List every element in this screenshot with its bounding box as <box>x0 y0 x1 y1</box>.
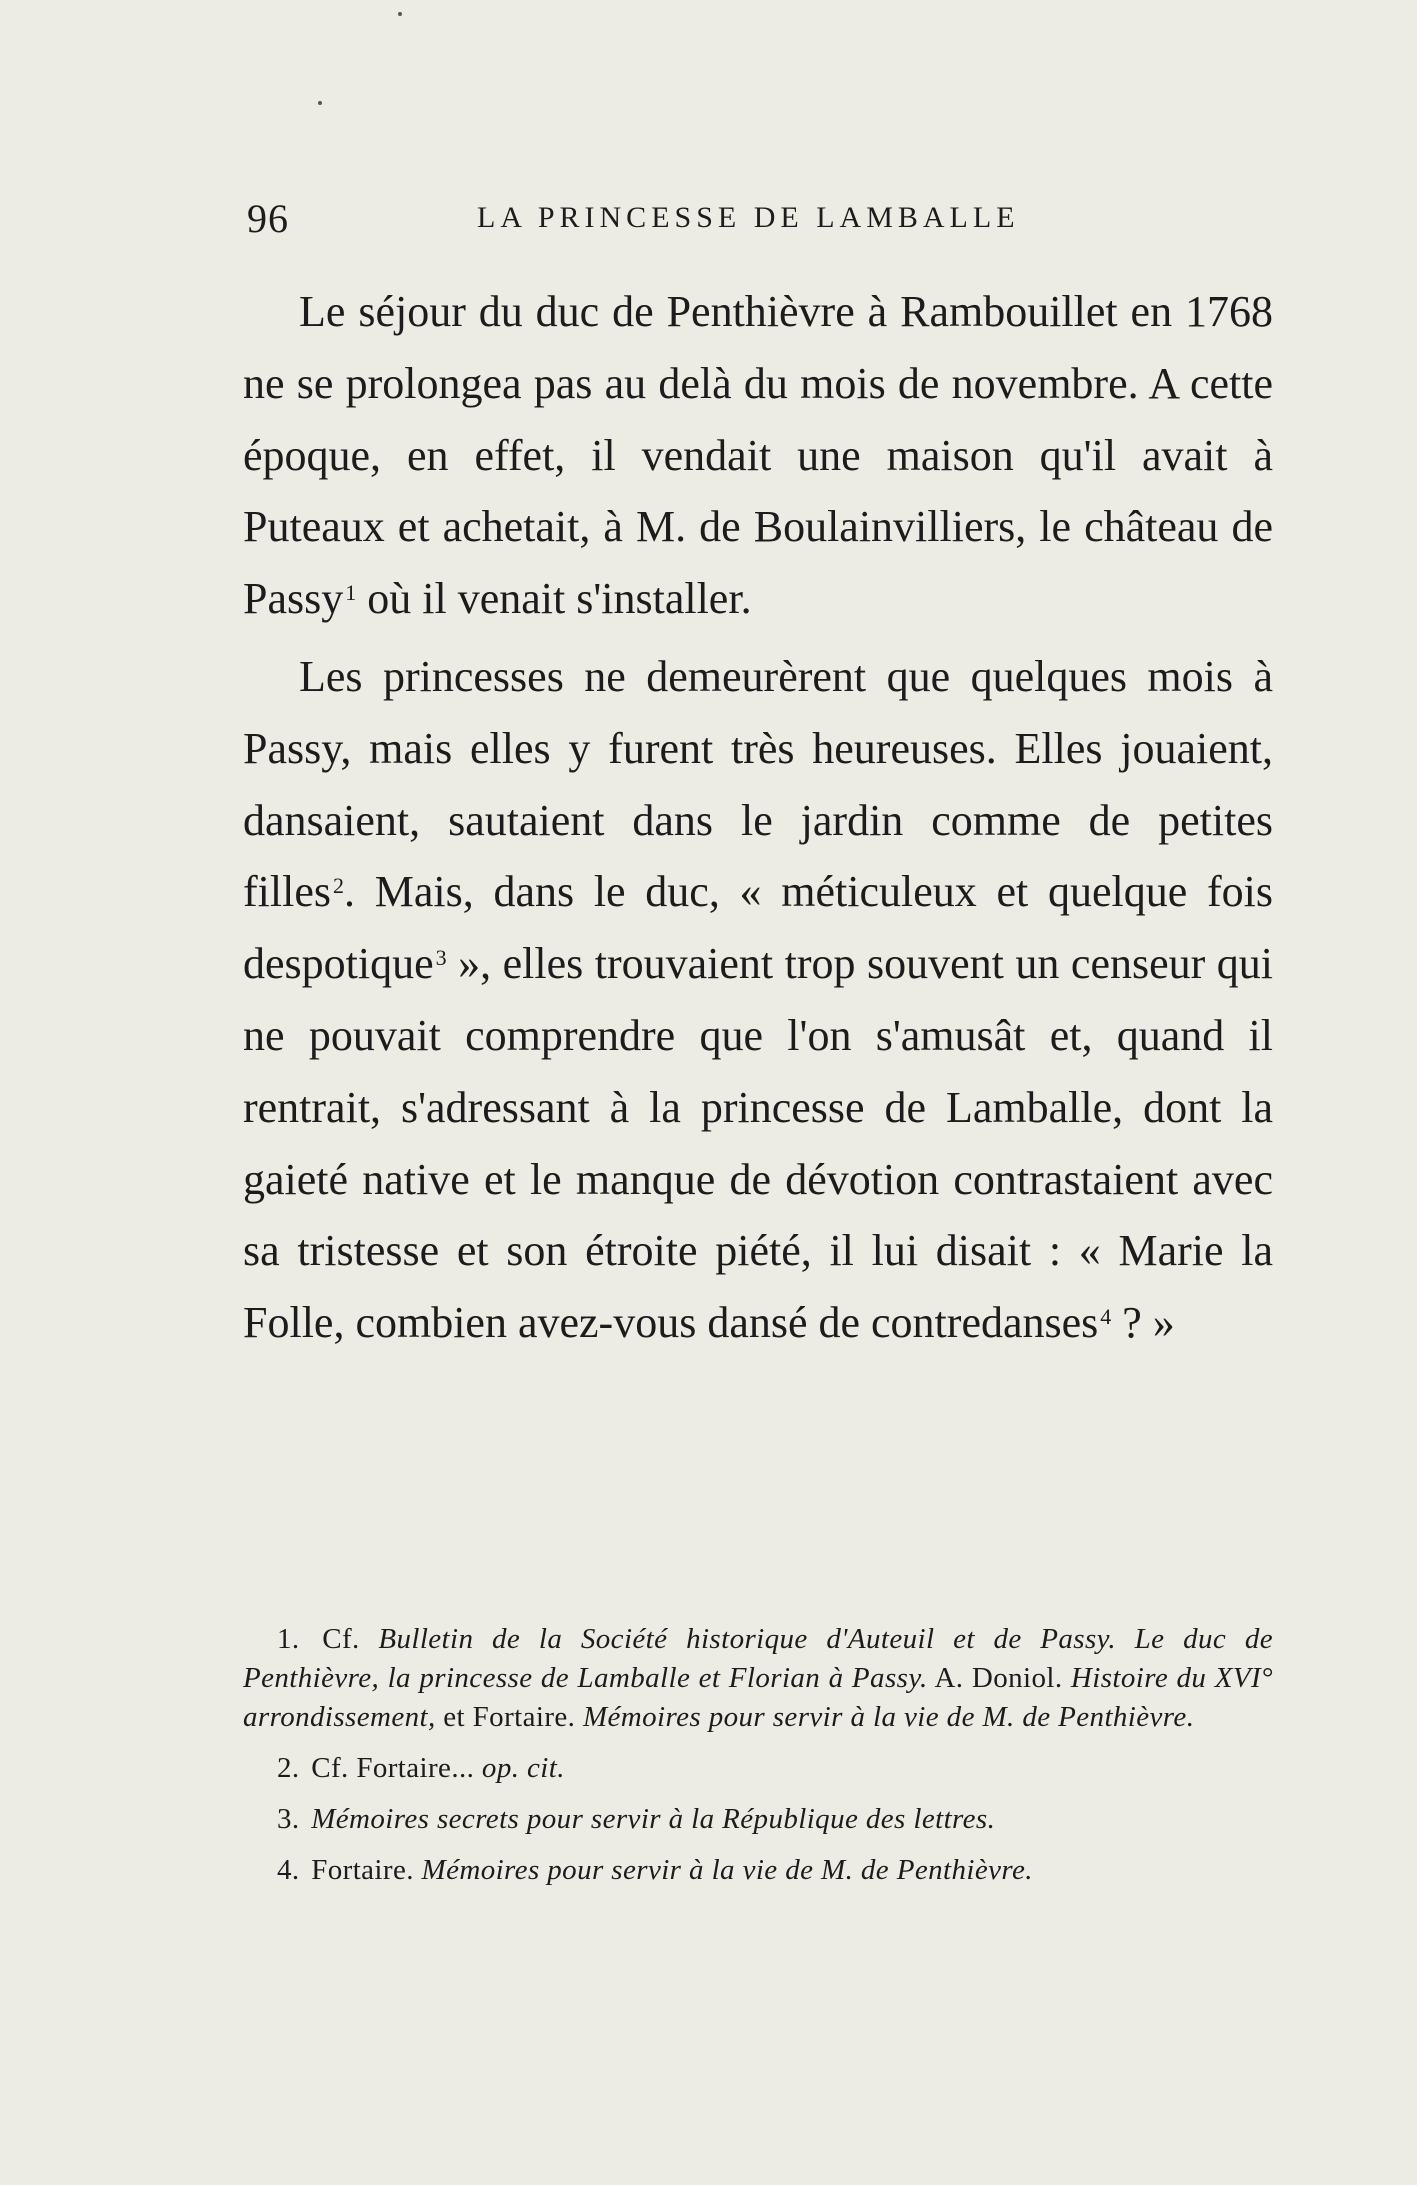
footnote-ref-4[interactable]: 4 <box>1100 1304 1112 1330</box>
paragraph-text: ? » <box>1111 1298 1175 1348</box>
footnote-number: 1. <box>277 1623 300 1655</box>
running-title: LA PRINCESSE DE LAMBALLE <box>477 201 1020 234</box>
footnote-title: Mémoires secrets pour servir à la République des lettres. <box>311 1803 996 1835</box>
page-header <box>247 195 1272 255</box>
footnote-number: 4. <box>277 1854 300 1886</box>
footnote-number: 2. <box>277 1752 300 1784</box>
paragraph-text: . Mais, dans le duc, « méticuleux et quelque fois despotique <box>243 867 1273 989</box>
footnote-title: Bulletin de la Société historique d'Auteuil et de Passy. Le duc de Penthièvre, la princesse de Lamballe et Florian à Passy. <box>243 1623 1274 1694</box>
paragraph-text: Le séjour du duc de Penthièvre à Rambouillet en 1768 ne se prolongea pas au delà du mois de novembre. A cette époque, en effet, il vendait une maison qu'il avait à Puteaux et achetait, à M. de Boulainvilliers, le château de Passy <box>243 287 1273 624</box>
footnote-title: Mémoires pour servir à la vie de M. de Penthièvre. <box>582 1701 1195 1733</box>
footnote-ref-3[interactable]: 3 <box>435 945 447 971</box>
footnote-4 <box>243 1851 1273 1890</box>
footnote-title: op. cit. <box>481 1752 565 1784</box>
footnote-text: Fortaire. <box>311 1854 422 1886</box>
footnote-title: Mémoires pour servir à la vie de M. de Penthièvre. <box>421 1854 1033 1886</box>
footnote-title: Histoire du XVI° arrondissement, <box>243 1662 1273 1733</box>
paper-speck <box>398 12 402 16</box>
footnote-1 <box>243 1620 1273 1737</box>
footnote-text: Cf. <box>322 1623 379 1655</box>
paragraph-text: », elles trouvaient trop souvent un censeur qui ne pouvait comprendre que l'on s'amusât et, quand il rentrait, s'adressant à la princesse de Lamballe, dont la gaieté native et le manque de dévotion contrastaient avec sa tristesse et son étroite piété, il lui disait : « Marie la Folle, combien avez-vous dansé de contredanses <box>243 939 1273 1348</box>
page-number: 96 <box>247 196 289 241</box>
body-text <box>243 276 1273 1359</box>
footnote-number: 3. <box>277 1803 300 1835</box>
footnote-2 <box>243 1749 1273 1788</box>
paragraph-text: Les princesses ne demeurèrent que quelques mois à Passy, mais elles y furent très heureuses. Elles jouaient, dansaient, sautaient dans le jardin comme de petites filles <box>243 651 1273 917</box>
paragraph <box>243 641 1273 1359</box>
footnote-3 <box>243 1800 1273 1839</box>
paper-speck <box>318 101 322 105</box>
footnote-ref-2[interactable]: 2 <box>332 873 344 899</box>
footnote-text: A. Doniol. <box>927 1662 1071 1694</box>
paragraph-text: où il venait s'installer. <box>356 574 752 624</box>
paragraph <box>243 276 1273 635</box>
footnote-text: et Fortaire. <box>435 1701 583 1733</box>
footnote-ref-1[interactable]: 1 <box>345 580 357 606</box>
footnotes <box>243 1620 1273 1902</box>
footnote-text: Cf. Fortaire... <box>311 1752 482 1784</box>
